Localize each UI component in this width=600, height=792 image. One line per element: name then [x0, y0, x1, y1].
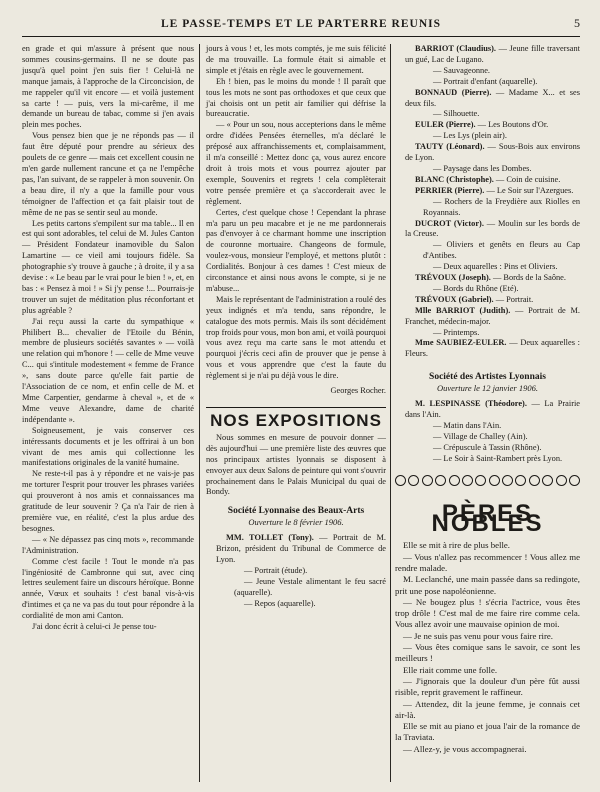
exhibitor-name: TRÉVOUX (Joseph).	[415, 273, 491, 283]
exhibitor-works: — Le Soir sur l'Azergues.	[484, 185, 574, 195]
work-item: — Village de Challey (Ain).	[433, 431, 528, 441]
work-item: — Bords du Rhône (Eté).	[433, 283, 519, 293]
page-header	[22, 14, 580, 34]
exhibitor-entry	[395, 88, 580, 110]
column-1	[22, 44, 194, 633]
story-paragraph: — Attendez, dit la jeune femme, je connais cet air-là.	[395, 698, 580, 720]
work-item: — Rochers de la Freydière aux Riolles en Royannais.	[423, 196, 580, 217]
exhibitor-works: — Bords de la Saône.	[490, 273, 566, 283]
ornament-ring	[475, 475, 486, 486]
exhibitor-name: EULER (Pierre).	[415, 120, 476, 130]
paragraph: J'ai reçu aussi la carte du sympathique « Philibert B... chevalier de l'Etoile du Bénin, membre de plusieurs sociétés savantes » — voilà une relation qui m'honore ! — celle de Mme veuve C... qui s'intitule modestement « femme de France », sans doute parce qu'elle fait partie de l'Association de ce nom, et enfin celle de M. et Mme Carpentier, gendarme à cheval », et de « Mme veuve Alexandre, dame de charité indépendante ».	[22, 316, 194, 424]
paragraph: J'ai donc écrit à celui-ci Je pense tou-	[32, 622, 157, 632]
work-item: — Repos (aquarelle).	[244, 598, 316, 608]
exhibitor-name: TAUTY (Léonard).	[415, 142, 485, 152]
ornament-border	[395, 475, 580, 487]
header-rule	[22, 36, 580, 37]
paragraph: Eh ! bien, pas le moins du monde ! Il paraît que tous les mots ne sont pas orthodoxes et que ceux que j'ai choisis ont un petit air familier qui défrise la bureaucratie.	[206, 76, 386, 119]
exhibitor-entry	[395, 175, 580, 186]
exhibitor-entry	[395, 399, 580, 421]
society-date: Ouverture le 8 février 1906.	[248, 517, 344, 528]
ornament-ring	[489, 475, 500, 486]
ornament-ring	[435, 475, 446, 486]
work-item: — Silhouette.	[433, 109, 480, 119]
story-paragraph: — Vous êtes comique sans le savoir, ce sont les meilleurs !	[395, 642, 580, 664]
work-item: — Les Lys (plein air).	[433, 131, 507, 141]
work-item: — Le Soir à Saint-Rambert près Lyon.	[433, 453, 563, 463]
story-paragraph: — Je ne suis pas venu pour vous faire rire.	[403, 630, 553, 641]
exhibitor-name: M. LESPINASSE (Théodore).	[415, 399, 527, 409]
ornament-ring	[515, 475, 526, 486]
ornament-ring	[408, 475, 419, 486]
work-item: — Sauvageonne.	[433, 65, 491, 75]
work-item: — Deux aquarelles : Pins et Oliviers.	[433, 262, 558, 272]
story-paragraph: Elle riait comme une folle.	[403, 664, 498, 675]
work-item: — Matin dans l'Ain.	[433, 420, 502, 430]
section-title: NOS EXPOSITIONS	[210, 411, 382, 430]
ornament-ring	[556, 475, 567, 486]
story-paragraph: — Vous n'allez pas recommencer ! Vous allez me rendre malade.	[395, 551, 580, 573]
ornament-ring	[462, 475, 473, 486]
section-divider	[206, 407, 386, 408]
exhibitor-works: — Coin de cuisine.	[493, 174, 561, 184]
column-2	[206, 44, 386, 610]
exhibitor-entry	[395, 295, 580, 306]
paragraph: Les petits cartons s'empilent sur ma table... Il en est qui sont adorables, tel celui de M. Jules Canton — Président Fondateur inamovible du Salon Lamartine — ce vieil ami toujours fidèle. Sa photographie s'y trouve à gauche ; à droite, il y a sa devise : « Le beau par le vrai pour le bien ! », et, en bas : « Pensez à moi ! » Si j'y pense !... Pourrais-je trouver un sujet de méditation plus réconfortant et plus agréable ?	[22, 218, 194, 315]
exhibitor-works: — Portrait de M. Brizon, président du Tribunal de Commerce de Lyon.	[216, 533, 386, 564]
exhibitor-name: Mme SAUBIEZ-EULER.	[415, 338, 507, 348]
ornament-ring	[395, 475, 406, 486]
paragraph: Soigneusement, je vais conserver ces intéressants documents et je les offrirai à un bon vivant de mes amis qui collectionne les manifestations originales de la vanité humaine.	[22, 425, 194, 468]
exhibitor-works: — Portrait de M. Franchet, médecin-major.	[405, 305, 580, 326]
story-paragraph: Elle se mit à rire de plus belle.	[403, 540, 510, 551]
exhibitor-entry	[395, 219, 580, 241]
exhibitor-works: — Les Boutons d'Or.	[475, 120, 549, 130]
article-signature: Georges Rocher.	[330, 386, 386, 396]
exhibitor-entry	[395, 120, 580, 131]
work-item: — Crépuscule à Tassin (Rhône).	[433, 442, 542, 452]
exhibitor-name: BONNAUD (Pierre).	[415, 87, 492, 97]
society-date: Ouverture le 12 janvier 1906.	[437, 383, 538, 394]
paragraph: Certes, c'est quelque chose ! Cependant la phrase m'a paru un peu macabre et je ne me pardonnerais pas d'envoyer à ce charmant homme une inscription de couronne mortuaire. Changeons de formule, voulez-vous, monsieur l'employé, et mettons plutôt : Cordialités. Bonjour à ces dames ! C'est mieux de circonstance et ainsi nous avons le compte, si je ne m'abuse...	[206, 207, 386, 293]
ornament-ring	[422, 475, 433, 486]
paragraph: Comme c'est facile ! Tout le monde n'a pas l'ingéniosité de Cambronne qui sut, avec cinq lettres seulement faire un discours héroïque. Bonne année, Vœux et souhaits ! c'est banal vis-à-vis d'intimes et ça ne va pas du tout pour répondre à la cordialité de mon ami Canton.	[22, 556, 194, 621]
exhibitor-entry	[395, 142, 580, 164]
column-divider	[390, 44, 391, 782]
story-paragraph: — Allez-y, je vous accompagnerai.	[403, 743, 527, 754]
paragraph: Mais le représentant de l'administration a roulé des yeux indignés et m'a tendu, sans répondre, le catalogue des mots permis. Mais ils sont décidément trop froids pour vous, mon bon ami, et voilà pourquoi vous avez reçu ma carte sans le mot attendu et pourquoi j'écris ceci afin de prouver que je pense à vous et vous apprendre que c'est la faute du règlement si je n'ai pu déjà vous le dire.	[206, 294, 386, 381]
newspaper-title: LE PASSE-TEMPS ET LE PARTERRE REUNIS	[160, 18, 442, 30]
exhibitor-name: MM. TOLLET (Tony).	[226, 533, 314, 543]
paragraph: en grade et qui m'assure à présent que nous sommes cousins-germains. Il ne se doute pas jusqu'à quel point j'en suis fier ! Celui-là ne manque jamais, à l'approche de la Circoncision, de me rappeler qu'il vit encore — et voilà justement sa carte ! — puis, vers la mi-carême, il me demande un bureau de tabac, comme si j'en avais plein mes poches.	[22, 44, 194, 130]
exhibitor-name: DUCROT (Victor).	[415, 218, 484, 228]
column-3	[395, 44, 580, 755]
work-item: — Portrait (étude).	[244, 565, 308, 575]
story-title: PÈRES NOBLES	[431, 499, 544, 538]
exhibitor-works: — Portrait.	[493, 294, 534, 304]
ornament-ring	[449, 475, 460, 486]
exhibitor-name: PERRIER (Pierre).	[415, 185, 485, 195]
work-item: — Jeune Vestale alimentant le feu sacré (aquarelle).	[234, 576, 386, 597]
section-intro: Nous sommes en mesure de pouvoir donner — dès aujourd'hui — une première liste des œuvres que nos principaux artistes lyonnais se disposent à envoyer aux deux Salons de peinture qui vont s'ouvrir prochainement dans le Palais Municipal du quai de Bondy.	[206, 432, 386, 497]
exhibitor-works: — Moulin sur les bords de la Creuse.	[405, 218, 580, 239]
paragraph: jours à vous ! et, les mots comptés, je me suis félicité de ma trouvaille. La formule était si aimable et simple et j'étais en règle avec le gouvernement.	[206, 44, 386, 75]
exhibitor-works: — Madame X... et ses deux fils.	[405, 87, 580, 108]
exhibitor-name: TRÉVOUX (Gabriel).	[415, 294, 494, 304]
exhibitor-name: BLANC (Christophe).	[415, 174, 494, 184]
exhibitor-works: — Sous-Bois aux environs de Lyon.	[405, 142, 580, 163]
exhibitor-entry	[206, 533, 386, 566]
society-title: Société Lyonnaise des Beaux-Arts	[227, 506, 365, 517]
exhibitor-works: — Jeune fille traversant un gué, Lac de Lugano.	[405, 44, 580, 64]
exhibitor-entry	[395, 306, 580, 328]
story-paragraph: — J'ignorais que la douleur d'un père fût aussi risible, reprit gravement le raffineur.	[395, 675, 580, 698]
exhibitor-name: BARRIOT (Claudius).	[415, 44, 497, 53]
story-paragraph: — Ne bougez plus ! s'écria l'actrice, vous êtes trop drôle ! C'est mal de me faire rire comme cela. Vous allez avoir une mauvaise opinion de moi.	[395, 596, 580, 630]
paragraph: Vous pensez bien que je ne réponds pas — il faut être député pour prendre au sérieux des poulets de ce genre — mais cet excellent cousin ne m'en garde nullement rancune et ça ne l'empêche pas, l'an suivant, de se rappeler à mon souvenir. On a beau dire, il n'y a que la famille pour vous témoigner de l'affection et ça fait plaisir tout de même de ne pas se sentir seul au monde.	[22, 131, 194, 217]
exhibitor-entry	[395, 273, 580, 284]
exhibitor-entry	[395, 44, 580, 66]
exhibitor-works: — Deux aquarelles : Fleurs.	[405, 338, 580, 359]
work-item: — Oliviers et genêts en fleurs au Cap d'Antibes.	[423, 240, 580, 261]
ornament-ring	[542, 475, 553, 486]
paragraph: — « Pour un sou, nous accepterions dans le même ordre d'idées Pensées éternelles, m'a déclaré le préposé aux affranchissements et, complaisamment, il m'a conseillé : Mettez donc ça, vous aurez encore droit à trois mots et vous pourrez ajouter par exemple, Souvenirs et regrets ! cela complèterait votre pensée première et ça s'accorderait avec le règlement.	[206, 120, 386, 206]
exhibitor-entry	[395, 186, 580, 197]
exhibitor-name: Mlle BARRIOT (Judith).	[415, 305, 511, 315]
exhibitor-works: — La Prairie dans l'Ain.	[405, 399, 580, 419]
work-item: — Paysage dans les Dombes.	[433, 163, 532, 173]
page-number: 5	[574, 16, 580, 30]
ornament-ring	[529, 475, 540, 486]
work-item: — Portrait d'enfant (aquarelle).	[433, 76, 538, 86]
story-paragraph: Elle se mit au piano et joua l'air de la romance de la Traviata.	[395, 721, 580, 743]
ornament-ring	[569, 475, 580, 486]
work-item: — Printemps.	[433, 327, 480, 337]
society-title: Société des Artistes Lyonnais	[429, 372, 546, 383]
paragraph: — « Ne dépassez pas cinq mots », recommande l'Administration.	[22, 534, 194, 555]
exhibitor-entry	[395, 338, 580, 360]
column-divider	[199, 44, 200, 782]
paragraph: Ne reste-t-il pas à y répondre et ne vais-je pas me torturer l'esprit pour trouver les phrases variées qui prouveront à nos amis et connaissances ma gratitude de leur souvenir ? Ça n'a l'air de rien à première vue, en réalité, c'est la plus ardue des besognes.	[22, 469, 194, 533]
ornament-ring	[502, 475, 513, 486]
story-text	[395, 540, 580, 755]
story-paragraph: M. Leclanché, une main passée dans sa redingote, prit une pose napoléonienne.	[395, 574, 580, 596]
